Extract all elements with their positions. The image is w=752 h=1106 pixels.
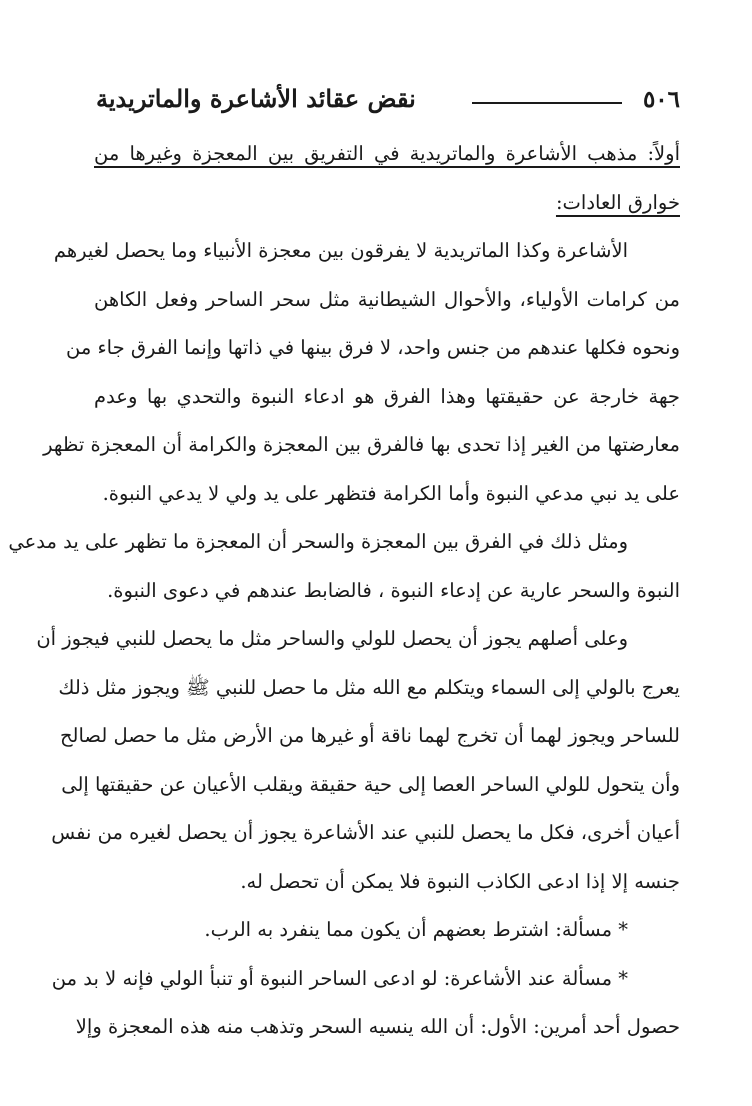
text-line: من كرامات الأولياء، والأحوال الشيطانية مثل سحر الساحر وفعل الكاهن (94, 287, 680, 311)
text-line: على يد نبي مدعي النبوة وأما الكرامة فتظهر على يد ولي لا يدعي النبوة. (102, 481, 680, 505)
text-line: للساحر ويجوز لهما أن تخرج لهما ناقة أو غيرها من الأرض مثل ما حصل لصالح (59, 724, 680, 747)
paragraph (51, 955, 680, 1052)
text-line: وأن يتحول للولي الساحر العصا إلى حية حقيقة ويقلب الأعيان عن حقيقتها إلى (61, 772, 680, 796)
paragraph (8, 518, 680, 615)
text-line: * مسألة: اشترط بعضهم أن يكون مما ينفرد به الرب. (204, 918, 628, 941)
book-title: نقض عقائد الأشاعرة والماتريدية (96, 84, 416, 113)
text-line: معارضتها من الغير إذا تحدى بها فالفرق بين المعجزة والكرامة أن المعجزة تظهر (43, 433, 680, 456)
text-line: يعرج بالولي إلى السماء ويتكلم مع الله مثل ما حصل للنبي ﷺ ويجوز مثل ذلك (58, 675, 680, 699)
text-line: النبوة والسحر عارية عن إدعاء النبوة ، فالضابط عندهم في دعوى النبوة. (107, 578, 680, 602)
text-line: ونحوه فكلها عندهم من جنس واحد، لا فرق بينها في ذاتها وإنما الفرق جاء من (65, 336, 680, 359)
text-line: حصول أحد أمرين: الأول: أن الله ينسيه السحر وتذهب منه هذه المعجزة وإلا (75, 1015, 680, 1038)
text-line: وعلى أصلهم يجوز أن يحصل للولي والساحر مثل ما يحصل للنبي فيجوز أن (36, 627, 628, 650)
text-line: الأشاعرة وكذا الماتريدية لا يفرقون بين معجزة الأنبياء وما يحصل لغيرهم (53, 239, 628, 262)
running-header (96, 84, 680, 120)
heading-line: أولاً: مذهب الأشاعرة والماتريدية في التفريق بين المعجزة وغيرها من (94, 142, 680, 165)
paragraph (94, 906, 680, 955)
text-line: أعيان أخرى، فكل ما يحصل للنبي عند الأشاعرة يجوز أن يحصل لغيره من نفس (51, 821, 680, 844)
text-line: ومثل ذلك في الفرق بين المعجزة والسحر أن المعجزة ما تظهر على يد مدعي (8, 530, 628, 553)
section-heading (94, 130, 680, 227)
page-body (8, 130, 680, 1052)
heading-line: خوارق العادات: (555, 190, 680, 214)
paragraph (36, 615, 680, 906)
text-line: * مسألة عند الأشاعرة: لو ادعى الساحر النبوة أو تنبأ الولي فإنه لا بد من (51, 966, 628, 990)
text-line: جنسه إلا إذا ادعى الكاذب النبوة فلا يمكن أن تحصل له. (240, 869, 680, 893)
header-rule (472, 102, 622, 104)
paragraph (43, 227, 680, 518)
text-line: جهة خارجة عن حقيقتها وهذا الفرق هو ادعاء النبوة والتحدي بها وعدم (94, 384, 680, 408)
page-number: ٥٠٦ (642, 86, 680, 113)
